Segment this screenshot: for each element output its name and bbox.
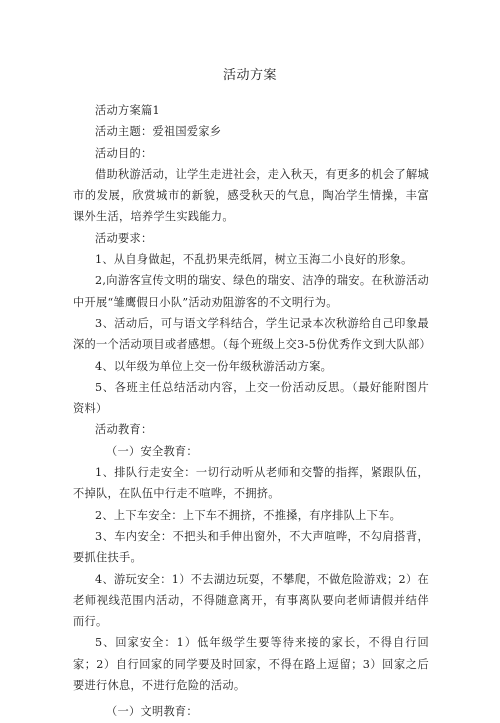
activity-theme: 活动主题：爱祖国爱家乡 <box>95 125 222 139</box>
document-body <box>73 100 429 723</box>
requirement-3: 3、活动后，可与语文学科结合，学生记录本次秋游给自己印象最深的一个活动项目或者感想。（每个班级上交3-5份优秀作文到大队部） <box>73 316 431 352</box>
safety-item-5: 5、回家安全：1）低年级学生要等待来接的家长，不得自行回家；2）自行回家的同学要及时回家，不得在路上逗留；3）回家之后要进行休息，不进行危险的活动。 <box>73 636 429 693</box>
requirement-4: 4、以年级为单位上交一份年级秋游活动方案。 <box>95 359 333 373</box>
safety-education-heading: （一）安全教育： <box>106 444 198 458</box>
civility-education-heading: （一）文明教育： <box>106 705 198 719</box>
document-title: 活动方案 <box>222 68 277 83</box>
safety-item-1: 1、排队行走安全：一切行动听从老师和交警的指挥，紧跟队伍，不掉队，在队伍中行走不喧哗，不拥挤。 <box>73 466 429 501</box>
requirement-5: 5、各班主任总结活动内容，上交一份活动反思。（最好能附图片资料） <box>73 380 429 416</box>
purpose-paragraph: 借助秋游活动，让学生走进社会，走入秋天，有更多的机会了解城市的发展，欣赏城市的新貌，感受秋天的气息，陶冶学生情操，丰富课外生活，培养学生实践能力。 <box>73 167 429 224</box>
safety-item-3: 3、车内安全：不把头和手伸出窗外，不大声喧哗，不勾肩搭背，要抓住扶手。 <box>73 529 429 565</box>
section-heading: 活动方案篇1 <box>95 104 160 117</box>
requirement-2: 2,向游客宣传文明的瑞安、绿色的瑞安、洁净的瑞安。在秋游活动中开展“雏鹰假日小队”活动劝阻游客的不文明行为。 <box>73 274 429 309</box>
safety-item-2: 2、上下车安全：上下车不拥挤，不推搡，有序排队上下车。 <box>95 508 402 522</box>
safety-item-4: 4、游玩安全：1）不去湖边玩耍，不攀爬，不做危险游戏；2）在老师视线范围内活动，不得随意离开，有事离队要向老师请假并结伴而行。 <box>73 572 429 629</box>
education-heading: 活动教育： <box>95 423 153 437</box>
purpose-heading: 活动目的： <box>95 146 153 160</box>
requirement-1: 1、从自身做起，不乱扔果壳纸屑，树立玉海二小良好的形象。 <box>95 253 413 267</box>
requirements-heading: 活动要求： <box>95 231 153 245</box>
